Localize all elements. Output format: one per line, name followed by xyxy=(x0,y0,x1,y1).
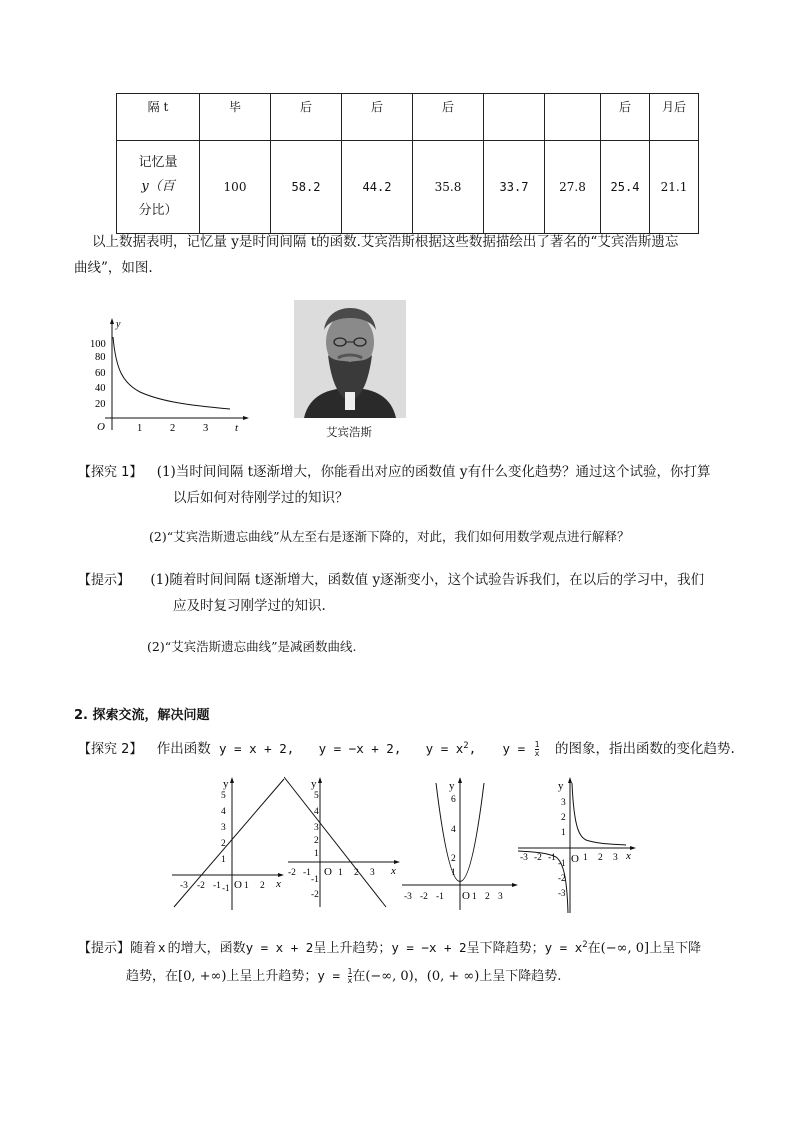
hint2-line-2: 趋势，在[0, +∞)上呈上升趋势；y = $\frac{1}{x}$ 在(−∞, 0)，(0, + ∞)上呈下降趋势. xyxy=(126,967,562,985)
y-tick: 1 xyxy=(314,849,319,859)
table-cell: 100 xyxy=(200,141,271,234)
table-cell: 隔 t xyxy=(117,94,200,141)
x-tick: 2 xyxy=(170,423,176,434)
table-cell: 58.2 xyxy=(271,141,342,234)
x-tick: -2 xyxy=(197,881,205,891)
table-cell xyxy=(484,94,545,141)
x-tick: 3 xyxy=(613,853,618,863)
y-tick: 60 xyxy=(95,368,106,379)
y-tick: 20 xyxy=(95,399,106,410)
table-cell: 21.1 xyxy=(650,141,699,234)
x-tick: -2 xyxy=(288,868,296,878)
hint1-a1a: (1)随着时间间隔 t逐渐增大，函数值 y逐渐变小，这个试验告诉我们，在以后的学习中，我们 xyxy=(150,572,705,588)
hint2-tag: 【提示】 xyxy=(78,941,131,957)
table-cell: 25.4 xyxy=(601,141,650,234)
x-tick: -3 xyxy=(404,892,412,902)
origin-label: O xyxy=(324,866,332,878)
x-tick: 1 xyxy=(472,892,477,902)
graph-y-neg-x-plus-2 xyxy=(284,775,404,915)
x-tick: -3 xyxy=(180,881,188,891)
section2-heading: 2. 探索交流，解决问题 xyxy=(74,708,210,723)
portrait-image xyxy=(294,300,406,418)
hint1-tag: 【提示】 xyxy=(78,573,131,588)
x-tick: -2 xyxy=(420,892,428,902)
x-tick: -1 xyxy=(548,853,556,863)
x-tick: -1 xyxy=(213,881,221,891)
y-tick: -1 xyxy=(558,858,566,868)
x-axis-arrow xyxy=(243,416,249,420)
x-tick: 3 xyxy=(370,868,375,878)
y-tick: 2 xyxy=(221,839,226,849)
formula-1: y = x + 2, xyxy=(219,741,295,757)
y-tick: 40 xyxy=(95,383,106,394)
y-tick: 4 xyxy=(314,807,319,817)
table-cell: 后 xyxy=(342,94,413,141)
y-axis-arrow xyxy=(230,777,234,783)
x-tick: 3 xyxy=(203,423,209,434)
x-tick: -1 xyxy=(436,892,444,902)
fraction: $\frac{1}{x}$ xyxy=(347,967,353,985)
y-tick: 1 xyxy=(221,855,226,865)
y-tick: 1 xyxy=(451,868,456,878)
hint1-line-2: 应及时复习刚学过的知识. xyxy=(173,598,326,614)
hint1-line-1 xyxy=(78,570,704,591)
x-label: x xyxy=(391,865,396,877)
y-tick: 4 xyxy=(451,825,456,835)
explore2-prefix: 作出函数 xyxy=(156,741,211,758)
graph-y-x-plus-2 xyxy=(168,775,286,915)
y-tick: 3 xyxy=(314,823,319,833)
y-tick: 2 xyxy=(314,836,319,846)
hyperbola-branch-right xyxy=(572,783,626,845)
formula-2: y = −x + 2, xyxy=(318,741,402,757)
graph-y-x-squared xyxy=(400,775,520,915)
table-cell: 35.8 xyxy=(413,141,484,234)
y-tick: 5 xyxy=(221,791,226,801)
y-tick: 2 xyxy=(561,813,566,823)
table-cell: 27.8 xyxy=(545,141,601,234)
y-label: y xyxy=(449,780,455,792)
table-cell: 33.7 xyxy=(484,141,545,234)
y-axis-arrow xyxy=(568,777,572,783)
y-tick: -1 xyxy=(222,883,230,893)
table-cell: 后 xyxy=(413,94,484,141)
hint2-formula-4: y = $\frac{1}{x}$ xyxy=(317,967,353,985)
x-tick: 2 xyxy=(485,892,490,902)
y-tick: 6 xyxy=(451,795,456,805)
y-tick: 5 xyxy=(314,791,319,801)
formula-3: $y = x^2$, xyxy=(425,741,477,757)
line-plot xyxy=(284,777,386,907)
x-axis-label: t xyxy=(235,422,239,434)
table-cell: 44.2 xyxy=(342,141,413,234)
explore1-line-1 xyxy=(78,462,710,483)
y-tick: -1 xyxy=(311,875,319,885)
explore2-line xyxy=(78,736,735,760)
table-row-label: 记忆量 y（百 分比） xyxy=(117,141,200,234)
hint1-a2: (2)“艾宾浩斯遗忘曲线”是减函数曲线. xyxy=(147,639,357,654)
formula-4: y = $\frac{1}{x}$ xyxy=(502,740,540,759)
y-axis-arrow xyxy=(110,318,114,324)
portrait-caption: 艾宾浩斯 xyxy=(326,425,372,439)
fraction: $\frac{1}{x}$ xyxy=(534,740,540,759)
x-tick: 2 xyxy=(598,853,603,863)
explore2-tag: 【探究 2】 xyxy=(78,742,143,758)
y-tick: 2 xyxy=(451,854,456,864)
ebbinghaus-portrait xyxy=(294,300,406,418)
intro-line-2: 曲线”，如图. xyxy=(74,260,153,276)
x-tick: 1 xyxy=(137,423,143,434)
x-tick: 3 xyxy=(498,892,503,902)
x-tick: 1 xyxy=(338,868,343,878)
y-tick: -3 xyxy=(558,888,566,898)
x-axis-arrow xyxy=(630,846,636,850)
origin-label: O xyxy=(97,421,105,433)
table-cell xyxy=(545,94,601,141)
forgetting-curve xyxy=(85,315,255,440)
x-label: x xyxy=(626,850,631,862)
x-tick: 1 xyxy=(583,853,588,863)
x-tick: -3 xyxy=(520,853,528,863)
y-tick: 3 xyxy=(221,823,226,833)
explore1-q1a: (1)当时间间隔 t逐渐增大，你能看出对应的函数值 y有什么变化趋势？通过这个试验，你打算 xyxy=(156,464,711,480)
y-label: y xyxy=(558,780,564,792)
explore1-q2: (2)“艾宾浩斯遗忘曲线”从左至右是逐渐下降的，对此，我们如何用数学观点进行解释？ xyxy=(149,529,630,544)
table-cell: 月后 xyxy=(650,94,699,141)
y-label: y xyxy=(311,778,317,790)
y-axis-label: y xyxy=(116,319,121,330)
hint2-formula-3: $y = x^2$ xyxy=(544,940,588,956)
memory-table xyxy=(116,93,699,234)
y-tick: -2 xyxy=(311,890,319,900)
intro-line-1: 以上数据表明，记忆量 y是时间间隔 t的函数.艾宾浩斯根据这些数据描绘出了著名的“艾宾浩斯遗忘 xyxy=(92,234,679,250)
x-tick: 2 xyxy=(260,881,265,891)
origin-label: O xyxy=(462,890,470,902)
y-label: y xyxy=(223,778,229,790)
y-tick: 4 xyxy=(221,807,226,817)
explore1-tag: 【探究 1】 xyxy=(78,465,143,480)
x-label: x xyxy=(276,878,281,890)
hint2-formula-2: y = −x + 2 xyxy=(391,940,467,956)
graph-y-one-over-x xyxy=(514,775,639,915)
table-cell: 后 xyxy=(601,94,650,141)
x-tick: -1 xyxy=(303,868,311,878)
x-tick: 1 xyxy=(244,881,249,891)
explore1-line-2: 以后如何对待刚学过的知识？ xyxy=(173,490,349,506)
y-tick: 100 xyxy=(90,339,106,350)
forgetting-curve-line xyxy=(113,337,230,409)
y-tick: 80 xyxy=(95,352,106,363)
explore2-suffix: 的图象，指出函数的变化趋势. xyxy=(555,741,735,758)
y-tick: 3 xyxy=(561,798,566,808)
table-cell: 毕 xyxy=(200,94,271,141)
y-axis-arrow xyxy=(458,777,462,783)
x-tick: -2 xyxy=(534,853,542,863)
origin-label: O xyxy=(234,879,242,891)
hint2-formula-1: y = x + 2 xyxy=(245,940,314,956)
origin-label: O xyxy=(571,853,579,865)
y-tick: -2 xyxy=(558,873,566,883)
hint2-line-1: 【提示】随着 x 的增大，函数y = x + 2呈上升趋势；y = −x + 2呈下降趋势；$y = x^2$在(−∞, 0]上呈下降 xyxy=(78,940,702,957)
y-axis-arrow xyxy=(318,777,322,783)
table-cell: 后 xyxy=(271,94,342,141)
y-tick: 1 xyxy=(561,828,566,838)
x-tick: 2 xyxy=(354,868,359,878)
